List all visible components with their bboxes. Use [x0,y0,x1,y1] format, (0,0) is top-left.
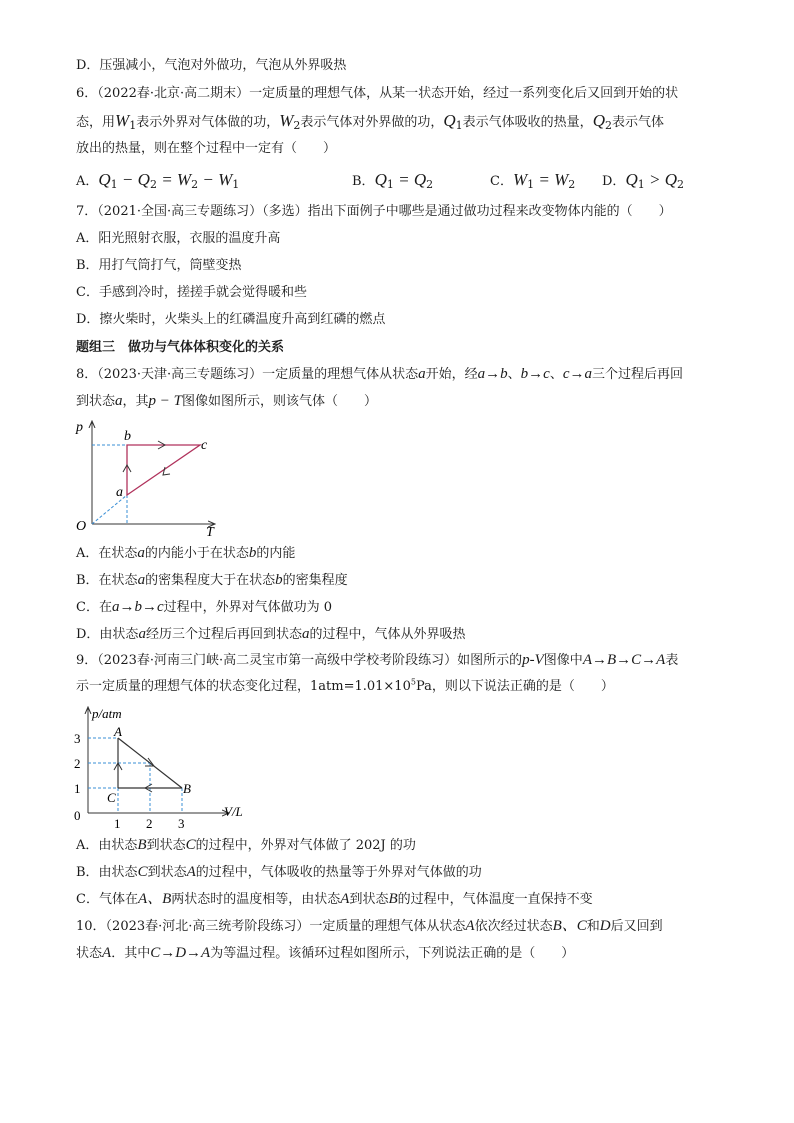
q9-option-b: B．由状态C到状态A的过程中，气体吸收的热量等于外界对气体做的功 [76,864,482,880]
q6-option-d: D．$Q_1 > Q_2$ [602,170,684,191]
q9-ytick-0: 0 [74,808,81,823]
q8-y-label: p [76,420,83,435]
q9-y-label: p/atm [92,706,122,721]
q9-x-label: V/L [224,804,243,819]
q7-lead: 7．（2021·全国·高三专题练习）（多选）指出下面例子中哪些是通过做功过程来改变物体内能的（ ） [76,204,672,219]
q9-label-a: A [114,724,122,739]
q8-option-d: D．由状态a经历三个过程后再回到状态a的过程中，气体从外界吸热 [76,626,466,642]
q9-label-c: C [107,790,116,805]
q7-option-d: D．擦火柴时，火柴头上的红磷温度升高到红磷的燃点 [76,312,386,327]
q7-option-b: B．用打气筒打气，筒壁变热 [76,258,242,273]
q8-label-c: c [201,438,208,453]
q5-option-d: D．压强减小，气泡对外做功，气泡从外界吸热 [76,58,347,73]
q8-option-a: A．在状态a的内能小于在状态b的内能 [76,545,296,561]
q6-line3: 放出的热量，则在整个过程中一定有（ ） [76,141,337,156]
q7-option-c: C．手感到冷时，搓搓手就会觉得暖和些 [76,285,307,300]
q6-option-c: C．$W_1 = W_2$ [490,170,576,191]
q9-option-c: C．气体在A、B两状态时的温度相等，由状态A到状态B的过程中，气体温度一直保持不变 [76,891,593,907]
q6-option-a: A．$Q_1 - Q_2 = W_2 - W_1$ [76,170,240,191]
q10-lead: 10．（2023春·河北·高三统考阶段练习）一定质量的理想气体从状态A依次经过状态B、C和D后又回到 [76,918,663,934]
q9-xtick-2: 2 [146,816,153,830]
q9-ytick-3: 3 [74,731,81,746]
q9-pv-graph [70,704,260,830]
q9-lead: 9．（2023春·河南三门峡·高二灵宝市第一高级中学校考阶段练习）如图所示的p-V图像中A→B→C→A表 [76,652,679,668]
q8-lead: 8．（2023·天津·高三专题练习）一定质量的理想气体从状态a开始，经a→b、b→c、c→a三个过程后再回 [76,366,684,382]
q8-line2: 到状态a，其p − T图像如图所示，则该气体（ ） [76,393,378,409]
q8-pt-graph [70,414,230,538]
group3-heading: 题组三 做功与气体体积变化的关系 [76,340,285,355]
q8-origin: O [76,519,87,534]
q8-x-label: T [206,525,214,538]
q10-line2: 状态A．其中C→D→A为等温过程。该循环过程如图所示，下列说法正确的是（ ） [76,945,575,961]
q9-option-a: A．由状态B到状态C的过程中，外界对气体做了 202J 的功 [76,837,416,853]
q9-xtick-3: 3 [178,816,185,830]
q8-label-a: a [116,485,123,500]
q8-option-c: C．在a→b→c过程中，外界对气体做功为 0 [76,599,333,615]
q9-ytick-2: 2 [74,756,81,771]
q8-option-b: B．在状态a的密集程度大于在状态b的密集程度 [76,572,348,588]
q9-line2: 示一定质量的理想气体的状态变化过程，$1atm=1.01\times 10^5Pa$，则以下说法正确的是（ ） [76,677,614,694]
q6-option-b: B．$Q_1 = Q_2$ [352,170,434,191]
q6-lead: 6．（2022春·北京·高二期末）一定质量的理想气体，从某一状态开始，经过一系列变化后又回到开始的状 [76,86,679,101]
q6-line2: 态，用$W_1$表示外界对气体做的功，$W_2$表示气体对外界做的功，$Q_1$表示气体吸收的热量，$Q_2$表示气体 [76,111,664,132]
q8-cycle-path [127,445,200,495]
q8-label-b: b [124,429,131,444]
q9-xtick-1: 1 [114,816,121,830]
q9-label-b: B [183,781,191,796]
q9-ytick-1: 1 [74,781,81,796]
q7-option-a: A．阳光照射衣服，衣服的温度升高 [76,231,281,246]
